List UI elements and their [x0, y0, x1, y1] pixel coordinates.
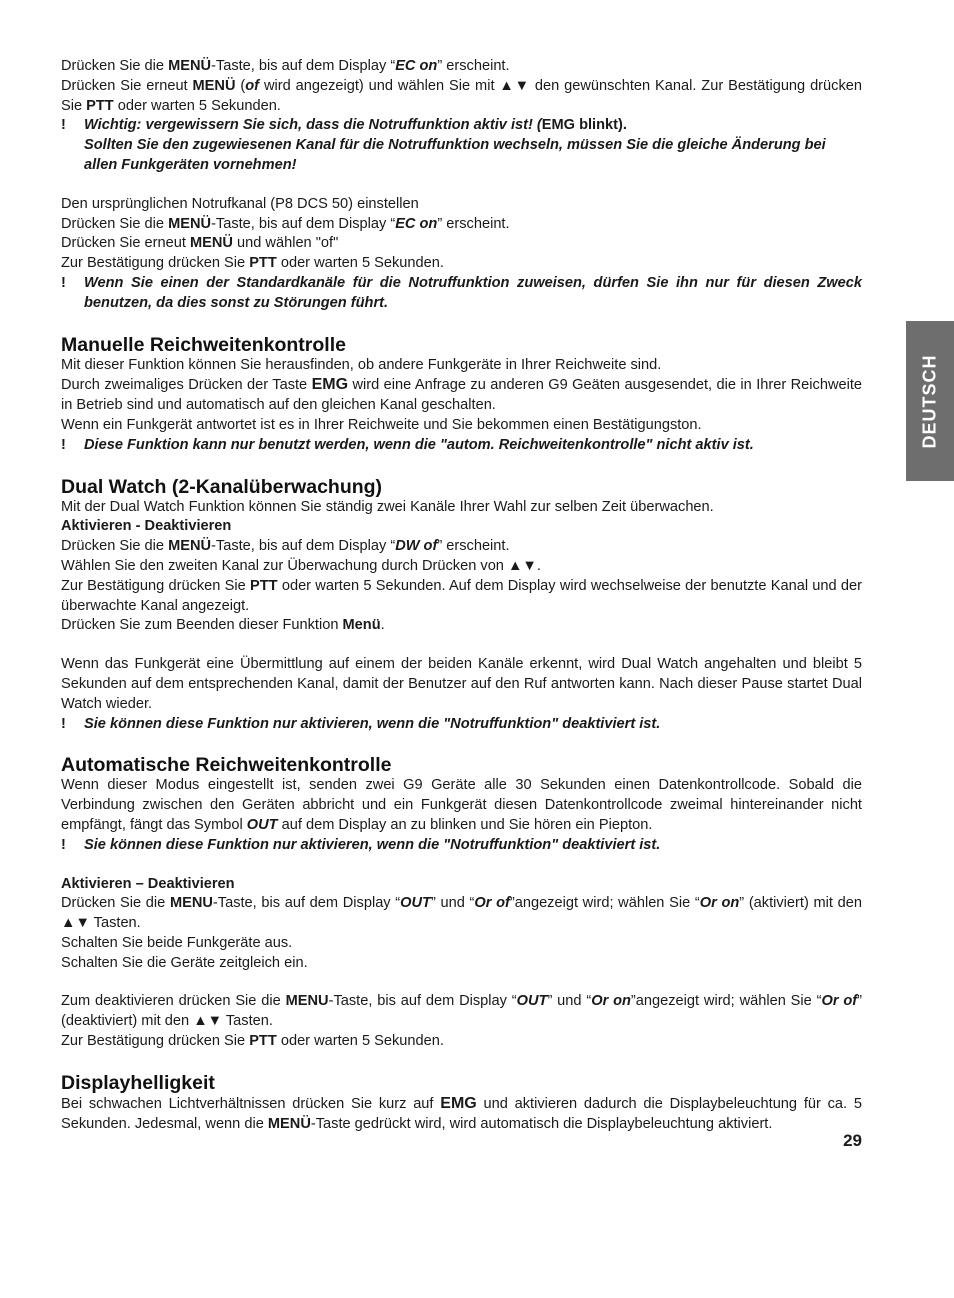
exclamation-icon: ! — [61, 274, 66, 291]
warning-note: ! Wenn Sie einen der Standardkanäle für die Notruffunktion zuweisen, dürfen Sie ihn nur für diesen Zweck benutzen, da dies sonst zu Störungen führt. — [61, 274, 862, 314]
paragraph: Zur Bestätigung drücken Sie PTT oder warten 5 Sekunden. Auf dem Display wird wechselweise der benutzte Kanal und der überwachte Kanal angezeigt. — [61, 577, 863, 614]
exclamation-icon: ! — [61, 117, 66, 134]
paragraph: Wenn das Funkgerät eine Übermittlung auf einem der beiden Kanäle erkennt, wird Dual Watch angehalten und bleibt 5 Sekunden auf dem entsprechenden Kanal, damit der Benutzer auf den Ruf antworten kann. Nach dieser Pause startet Dual Watch wieder. — [61, 656, 862, 712]
paragraph: Wenn dieser Modus eingestellt ist, senden zwei G9 Geräte alle 30 Sekunden einen Datenkontrollcode. Sobald die Verbindung zwischen den Geräten abbricht und ein Funkgerät diesen Datenkontrollcode zweimal hintereinander nicht empfängt, fängt das Symbol OUT auf dem Display an zu blinken und Sie hören ein Piepton. — [61, 777, 862, 833]
warning-note: ! Diese Funktion kann nur benutzt werden, wenn die "autom. Reichweitenkontrolle" nicht aktiv ist. — [61, 436, 862, 456]
paragraph: Mit der Dual Watch Funktion können Sie ständig zwei Kanäle Ihrer Wahl zur selben Zeit überwachen. — [61, 498, 714, 515]
paragraph: Drücken Sie zum Beenden dieser Funktion Menü. — [61, 617, 385, 634]
exclamation-icon: ! — [61, 836, 66, 853]
warning-note: ! Sie können diese Funktion nur aktivieren, wenn die "Notruffunktion" deaktiviert ist. — [61, 836, 862, 856]
paragraph: Drücken Sie die MENÜ-Taste, bis auf dem Display “DW of” erscheint. — [61, 538, 510, 555]
warning-note: ! Wichtig: vergewissern Sie sich, dass die Notruffunktion aktiv ist! (EMG blinkt). Sollten Sie den zugewiesenen Kanal für die Notruffunktion wechseln, müssen Sie die gleiche Änderung bei allen Funkgeräten vornehmen! — [61, 116, 862, 175]
paragraph: Drücken Sie die MENU-Taste, bis auf dem Display “OUT” und “Or of”angezeigt wird; wählen Sie “Or on” (aktiviert) mit den ▲▼ Tasten. — [61, 895, 862, 932]
exclamation-icon: ! — [61, 715, 66, 732]
paragraph: Wählen Sie den zweiten Kanal zur Überwachung durch Drücken von ▲▼. — [61, 557, 541, 574]
section-heading: Displayhelligkeit — [61, 1071, 215, 1094]
page-number: 29 — [843, 1131, 862, 1150]
paragraph: Drücken Sie die MENÜ-Taste, bis auf dem Display “EC on” erscheint. — [61, 58, 510, 74]
paragraph: Zur Bestätigung drücken Sie PTT oder warten 5 Sekunden. — [61, 255, 444, 272]
paragraph: Wenn ein Funkgerät antwortet ist es in Ihrer Reichweite und Sie bekommen einen Bestätigungston. — [61, 416, 702, 433]
section-heading: Dual Watch (2-Kanalüberwachung) — [61, 475, 383, 498]
paragraph: Den ursprünglichen Notrufkanal (P8 DCS 50) einstellen — [61, 195, 419, 212]
page-content — [61, 57, 862, 1134]
paragraph: Zum deaktivieren drücken Sie die MENU-Taste, bis auf dem Display “OUT” und “Or on”angezeigt wird; wählen Sie “Or of” (deaktiviert) mit den ▲▼ Tasten. — [61, 993, 862, 1030]
subheading: Aktivieren – Deaktivieren — [61, 875, 235, 892]
subheading: Aktivieren - Deaktivieren — [61, 518, 232, 535]
paragraph: Durch zweimaliges Drücken der Taste EMG wird eine Anfrage zu anderen G9 Geäten ausgesendet, die in Ihrer Reichweite in Betrieb sind und automatisch auf den gleichen Kanal geschalten. — [61, 376, 863, 414]
warning-note: ! Sie können diese Funktion nur aktivieren, wenn die "Notruffunktion" deaktiviert ist. — [61, 715, 862, 735]
paragraph: Schalten Sie beide Funkgeräte aus. — [61, 934, 293, 951]
paragraph: Drücken Sie die MENÜ-Taste, bis auf dem Display “EC on” erscheint. — [61, 215, 510, 232]
paragraph: Drücken Sie erneut MENÜ (of wird angezeigt) und wählen Sie mit ▲▼ den gewünschten Kanal. Zur Bestätigung drücken Sie PTT oder warten 5 Sekunden. — [61, 77, 862, 114]
paragraph: Drücken Sie erneut MENÜ und wählen "of" — [61, 235, 339, 252]
exclamation-icon: ! — [61, 436, 66, 453]
section-heading: Automatische Reichweitenkontrolle — [61, 754, 392, 777]
section-heading: Manuelle Reichweitenkontrolle — [61, 333, 346, 356]
paragraph: Schalten Sie die Geräte zeitgleich ein. — [61, 954, 308, 971]
paragraph: Bei schwachen Lichtverhältnissen drücken Sie kurz auf EMG und aktivieren dadurch die Displaybeleuchtung für ca. 5 Sekunden. Jedesmal, wenn die MENÜ-Taste gedrückt wird, wird automatisch die Displaybeleuchtung aktiviert. — [61, 1094, 863, 1132]
language-tab — [906, 321, 954, 481]
paragraph: Zur Bestätigung drücken Sie PTT oder warten 5 Sekunden. — [61, 1033, 444, 1050]
paragraph: Mit dieser Funktion können Sie herausfinden, ob andere Funkgeräte in Ihrer Reichweite sind. — [61, 356, 662, 373]
language-tab-label: DEUTSCH — [919, 353, 940, 449]
